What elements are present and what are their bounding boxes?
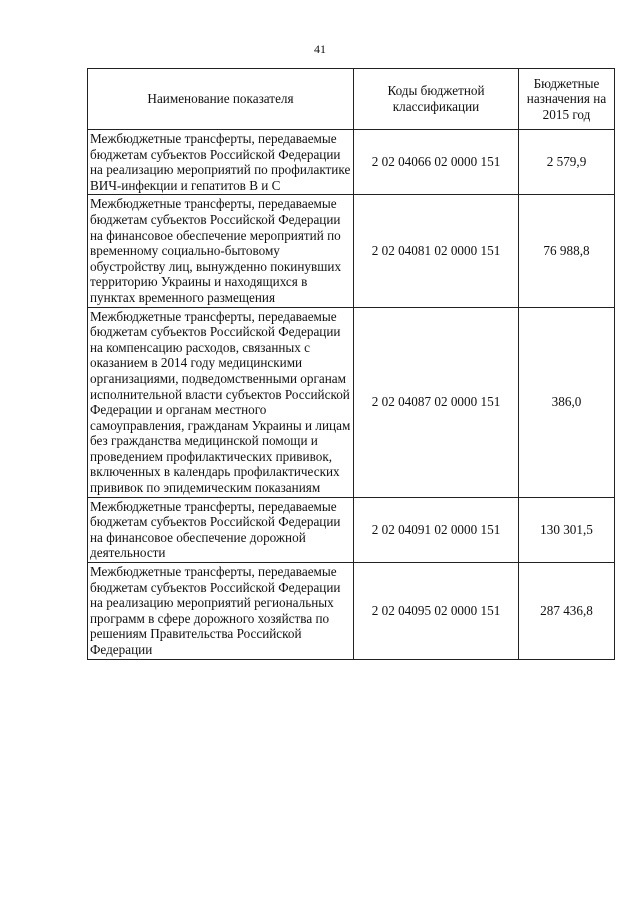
table-row (88, 130, 615, 195)
table-row (88, 497, 615, 562)
row-code: 2 02 04091 02 0000 151 (354, 497, 519, 562)
table-row (88, 563, 615, 660)
row-name: Межбюджетные трансферты, передаваемые бюджетам субъектов Российской Федерации на финансовое обеспечение дорожной деятельности (88, 497, 354, 562)
row-amount: 2 579,9 (519, 130, 615, 195)
row-code: 2 02 04087 02 0000 151 (354, 307, 519, 497)
budget-table (87, 68, 615, 660)
row-amount: 76 988,8 (519, 195, 615, 307)
row-amount: 130 301,5 (519, 497, 615, 562)
row-amount: 386,0 (519, 307, 615, 497)
row-name: Межбюджетные трансферты, передаваемые бюджетам субъектов Российской Федерации на реализацию мероприятий региональных программ в сфере дорожного хозяйства по решениям Правительства Российской Федерации (88, 563, 354, 660)
row-code: 2 02 04081 02 0000 151 (354, 195, 519, 307)
table-row (88, 195, 615, 307)
row-code: 2 02 04095 02 0000 151 (354, 563, 519, 660)
column-header-name: Наименование показателя (88, 69, 354, 130)
row-code: 2 02 04066 02 0000 151 (354, 130, 519, 195)
column-header-code: Коды бюджетной классификации (354, 69, 519, 130)
row-name: Межбюджетные трансферты, передаваемые бюджетам субъектов Российской Федерации на финансовое обеспечение мероприятий по временному социально-бытовому обустройству лиц, вынужденно покинувших территорию Украины и находящихся в пунктах временного размещения (88, 195, 354, 307)
row-name: Межбюджетные трансферты, передаваемые бюджетам субъектов Российской Федерации на компенсацию расходов, связанных с оказанием в 2014 году медицинскими организациями, подведомственными органам исполнительной власти субъектов Российской Федерации и органам местного самоуправления, гражданам Украины и лицам без гражданства медицинской помощи и проведением профилактических прививок, включенных в календарь профилактических прививок по эпидемическим показаниям (88, 307, 354, 497)
row-amount: 287 436,8 (519, 563, 615, 660)
column-header-amount: Бюджетные назначения на 2015 год (519, 69, 615, 130)
table-header-row (88, 69, 615, 130)
row-name: Межбюджетные трансферты, передаваемые бюджетам субъектов Российской Федерации на реализацию мероприятий по профилактике ВИЧ-инфекции и гепатитов B и C (88, 130, 354, 195)
page-number: 41 (314, 42, 326, 56)
table-row (88, 307, 615, 497)
